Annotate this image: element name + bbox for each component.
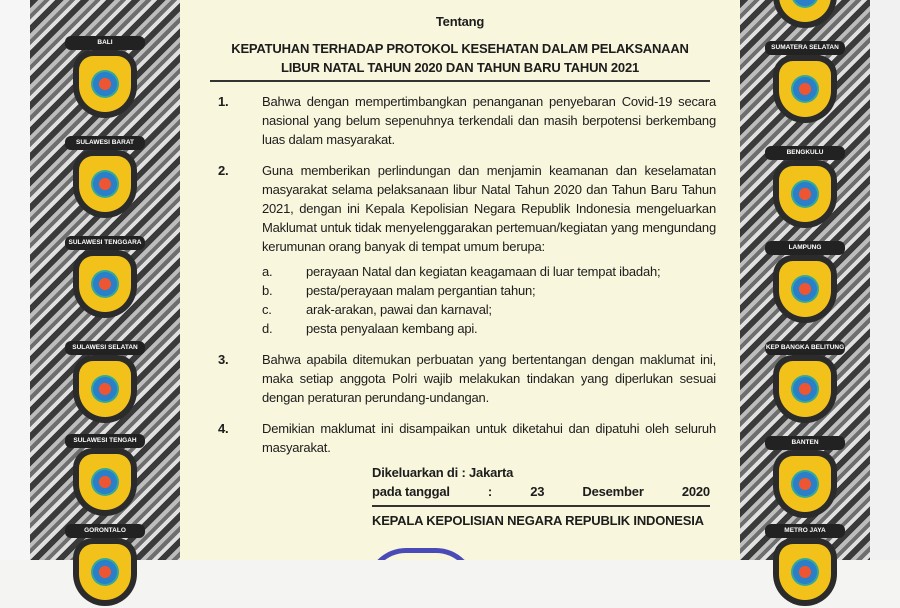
police-badge-banten — [773, 439, 837, 520]
issued-month: Desember — [582, 484, 644, 499]
badge-label: SULAWESI TENGGARA — [65, 236, 145, 250]
subitem-a: a. perayaan Natal dan kegiatan keagamaan di luar tempat ibadah; — [262, 264, 661, 279]
right-margin — [870, 0, 900, 560]
police-badge-gorontalo — [73, 527, 137, 608]
issued-date-row — [372, 482, 710, 507]
item-1 — [218, 92, 716, 149]
heading-tentang: Tentang — [435, 14, 485, 29]
badge-label: SULAWESI TENGAH — [65, 434, 145, 448]
left-margin — [0, 0, 30, 560]
item-3-text: Bahwa apabila ditemukan perbuatan yang bertentangan dengan maklumat ini, maka setiap anggota Polri wajib melakukan tindakan yang diperlukan sesuai dengan peraturan perundang-undangan. — [262, 352, 716, 405]
police-badge-sulawesi-barat — [73, 139, 137, 220]
issued-date-colon: : — [487, 484, 493, 499]
subitem-b: b. pesta/perayaan malam pergantian tahun; — [262, 283, 536, 298]
issued-place: Dikeluarkan di : Jakarta — [372, 465, 514, 480]
item-number: 2. — [218, 163, 229, 178]
item-4 — [218, 419, 716, 457]
document-title — [210, 39, 710, 82]
police-badge-sulawesi-tenggara — [68, 239, 142, 320]
signer-title: KEPALA KEPOLISIAN NEGARA REPUBLIK INDONESIA — [372, 513, 704, 528]
badge-label: KEP BANGKA BELITUNG — [765, 341, 845, 355]
police-badge-top — [773, 0, 837, 30]
badge-label: SULAWESI BARAT — [65, 136, 145, 150]
left-badge-border — [30, 0, 180, 560]
police-badge-bali — [73, 39, 137, 120]
item-2-text: Guna memberikan perlindungan dan menjamin keamanan dan keselamatan masyarakat selama pelaksanaan libur Natal Tahun 2020 dan Tahun Baru Tahun 2021, dengan ini Kepala Kepolisian Negara Republik Indonesia mengeluarkan Maklumat untuk tidak menyelenggarakan pertemuan/kegiatan yang mengundang kerumunan orang banyak di tempat umum berupa: — [262, 163, 716, 254]
badge-label: GORONTALO — [65, 524, 145, 538]
issuance-block — [372, 463, 710, 530]
item-1-text: Bahwa dengan mempertimbangkan penanganan penyebaran Covid-19 secara nasional yang belum sepenuhnya terkendali dan masih berpotensi berkembang luas dalam masyarakat. — [262, 94, 716, 147]
police-badge-bangka-belitung — [765, 344, 845, 425]
badge-label: SUMATERA SELATAN — [765, 41, 845, 55]
police-badge-bengkulu — [773, 149, 837, 230]
title-line-2: LIBUR NATAL TAHUN 2020 DAN TAHUN BARU TAHUN 2021 — [280, 60, 640, 75]
item-number: 1. — [218, 94, 229, 109]
item-3 — [218, 350, 716, 407]
maklumat-document — [180, 0, 740, 560]
police-badge-lampung — [773, 244, 837, 325]
badge-label: SULAWESI SELATAN — [65, 341, 145, 355]
badge-label: BANTEN — [765, 436, 845, 450]
title-line-1: KEPATUHAN TERHADAP PROTOKOL KESEHATAN DALAM PELAKSANAAN — [231, 41, 689, 56]
issued-day: 23 — [530, 484, 545, 499]
police-badge-sumatera-selatan — [771, 44, 839, 125]
subitem-d: d. pesta penyalaan kembang api. — [262, 321, 478, 336]
badge-label: BENGKULU — [765, 146, 845, 160]
item-number: 3. — [218, 352, 229, 367]
item-number: 4. — [218, 421, 229, 436]
item-4-text: Demikian maklumat ini disampaikan untuk diketahui dan dipatuhi oleh seluruh masyarakat. — [262, 421, 716, 455]
official-seal — [366, 548, 476, 560]
item-2 — [218, 161, 716, 256]
badge-label: BALI — [65, 36, 145, 50]
badge-label: LAMPUNG — [765, 241, 845, 255]
police-badge-sulawesi-tengah — [73, 437, 137, 518]
police-badge-metro-jaya — [773, 527, 837, 608]
issued-date-label: pada tanggal — [372, 484, 450, 499]
subitem-c: c. arak-arakan, pawai dan karnaval; — [262, 302, 492, 317]
badge-label: METRO JAYA — [765, 524, 845, 538]
issued-year: 2020 — [681, 484, 710, 499]
right-badge-border — [740, 0, 870, 560]
subitem-list — [262, 262, 716, 338]
police-badge-sulawesi-selatan — [72, 344, 138, 425]
